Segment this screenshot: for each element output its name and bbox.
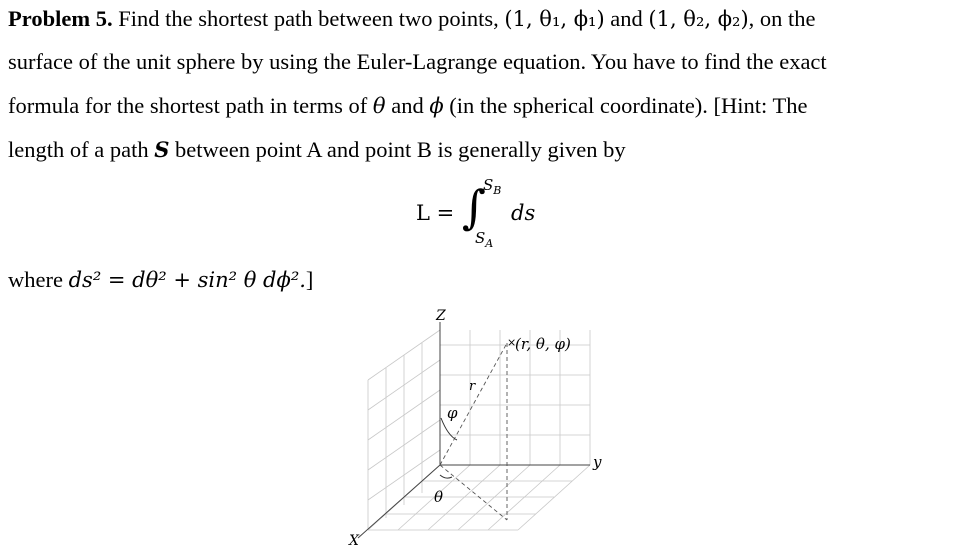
- y-axis-label: y: [593, 453, 602, 471]
- and-text-2: and: [385, 93, 430, 118]
- axes: [358, 322, 590, 538]
- where-text: where: [8, 267, 69, 292]
- point-1: (1, θ₁, ϕ₁): [504, 7, 605, 31]
- problem-text-3b: (in the spherical coordinate). [Hint: The: [443, 93, 808, 118]
- problem-text-1: Find the shortest path between two points,: [112, 6, 505, 31]
- point-marker: ×: [507, 336, 517, 349]
- upper-limit: $S_B$: [483, 176, 502, 197]
- z-axis-label: Z: [436, 308, 446, 324]
- problem-text-1-end: , on the: [748, 6, 816, 31]
- problem-text-4b: between point A and point B is generally given by: [169, 137, 626, 162]
- and-text-1: and: [604, 6, 649, 31]
- formula-lhs: L =: [416, 201, 455, 225]
- integral-sign: ∫: [462, 180, 486, 234]
- x-axis-label: X: [349, 533, 359, 549]
- r-label: r: [469, 379, 476, 394]
- phi-label: φ: [447, 404, 458, 422]
- theta-label: θ: [434, 488, 444, 506]
- problem-text-4a: length of a path: [8, 137, 155, 162]
- problem-text-3a: formula for the shortest path in terms of: [8, 93, 373, 118]
- theta-symbol: θ: [372, 94, 386, 118]
- problem-text-2: surface of the unit sphere by using the Euler-Lagrange equation. You have to find the exact: [8, 49, 827, 74]
- point-label: (r, θ, φ): [515, 335, 571, 353]
- theta-arc: [440, 475, 452, 478]
- integrand: ds: [511, 201, 536, 225]
- phi-symbol: ϕ: [429, 94, 444, 118]
- point-2: (1, θ₂, ϕ₂): [648, 7, 749, 31]
- lower-limit: $S_A$: [475, 229, 494, 250]
- metric-equation: ds² = dθ² + sin² θ dϕ².: [68, 268, 306, 292]
- where-end: ]: [305, 267, 314, 292]
- problem-label: Problem 5.: [8, 6, 113, 31]
- path-symbol: S: [154, 137, 170, 162]
- construction-lines: [440, 343, 507, 520]
